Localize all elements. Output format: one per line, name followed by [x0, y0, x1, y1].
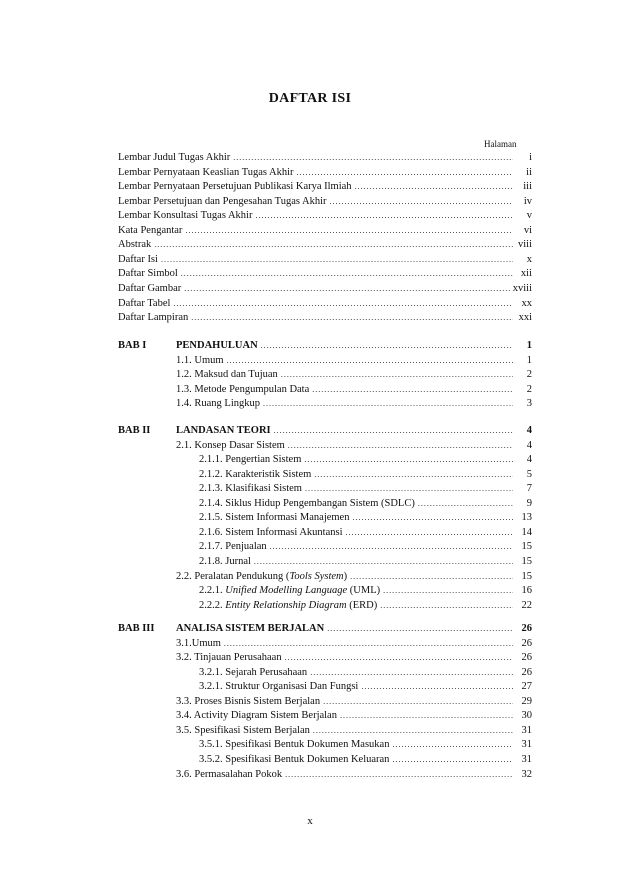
dot-leader: [305, 482, 513, 495]
entry-label: Abstrak: [118, 239, 152, 251]
dot-leader: [323, 695, 513, 708]
dot-leader: [233, 151, 513, 164]
front-matter-entry: [118, 222, 532, 237]
entry-page-number: 27: [521, 681, 532, 693]
entry-page-number: 15: [521, 541, 532, 553]
subsection-entry: [199, 480, 532, 495]
entry-label: Lembar Persetujuan dan Pengesahan Tugas Akhir: [118, 195, 327, 207]
subsection-entry: [199, 678, 532, 693]
chapter-title-entry: [176, 337, 532, 352]
dot-leader: [313, 724, 513, 737]
section-entry: [176, 693, 532, 708]
entry-page-number: iii: [523, 181, 532, 193]
front-matter-entry: [118, 178, 532, 193]
chapter-number: BAB I: [118, 340, 147, 351]
dot-leader: [281, 368, 513, 381]
entry-label: 3.5.2. Spesifikasi Bentuk Dokumen Keluaran: [199, 753, 390, 765]
entry-label: 2.2.1. Unified Modelling Language (UML): [199, 585, 381, 597]
dot-leader: [330, 195, 513, 208]
entry-label: Daftar Simbol: [118, 268, 178, 280]
entry-page-number: xviii: [512, 282, 532, 294]
entry-page-number: 1: [526, 340, 532, 351]
entry-label: 3.2.1. Struktur Organisasi Dan Fungsi: [199, 681, 359, 693]
entry-page-number: ii: [526, 166, 532, 178]
entry-label: ANALISA SISTEM BERJALAN: [176, 623, 325, 634]
front-matter-entry: [118, 236, 532, 251]
dot-leader: [184, 282, 509, 295]
section-entry: [176, 635, 532, 650]
subsection-entry: [199, 538, 532, 553]
front-matter-entry: [118, 309, 532, 324]
footer-page-number: x: [307, 815, 313, 827]
dot-leader: [154, 238, 513, 251]
front-matter-entry: [118, 251, 532, 266]
entry-page-number: 14: [521, 526, 532, 538]
front-matter-entry: [118, 164, 532, 179]
subsection-entry: [199, 582, 532, 597]
dot-leader: [312, 383, 513, 396]
entry-label: Lembar Pernyataan Persetujuan Publikasi Karya Ilmiah: [118, 181, 352, 193]
halaman-header: Halaman: [484, 139, 517, 149]
entry-label: 3.1.Umum: [176, 637, 221, 649]
entry-label: 2.1.2. Karakteristik Sistem: [199, 468, 312, 480]
dot-leader: [224, 637, 513, 650]
front-matter-entry: [118, 207, 532, 222]
entry-page-number: 3: [526, 398, 532, 410]
entry-page-number: 1: [526, 354, 532, 366]
chapter-number: BAB III: [118, 623, 155, 634]
subsection-entry: [199, 509, 532, 524]
dot-leader: [346, 526, 514, 539]
entry-label: 2.1.7. Penjualan: [199, 541, 267, 553]
front-matter-entry: [118, 295, 532, 310]
entry-page-number: xx: [521, 297, 532, 309]
subsection-entry: [199, 524, 532, 539]
front-matter-entry: [118, 193, 532, 208]
dot-leader: [310, 666, 513, 679]
dot-leader: [340, 709, 513, 722]
section-entry: [176, 366, 532, 381]
entry-page-number: xii: [520, 268, 532, 280]
subsection-entry: [199, 451, 532, 466]
dot-leader: [350, 570, 513, 583]
entry-page-number: 2: [526, 369, 532, 381]
subsection-entry: [199, 466, 532, 481]
entry-label: 2.1.3. Klasifikasi Sistem: [199, 483, 302, 495]
entry-label: 3.5.1. Spesifikasi Bentuk Dokumen Masukan: [199, 739, 390, 751]
dot-leader: [314, 468, 513, 481]
entry-page-number: v: [526, 210, 532, 222]
dot-leader: [380, 599, 513, 612]
entry-label: 2.2. Peralatan Pendukung (Tools System): [176, 570, 348, 582]
entry-label: 2.1. Konsep Dasar Sistem: [176, 439, 285, 451]
entry-label: 1.3. Metode Pengumpulan Data: [176, 383, 310, 395]
entry-page-number: viii: [517, 239, 532, 251]
entry-label: Kata Pengantar: [118, 224, 183, 236]
dot-leader: [270, 540, 513, 553]
entry-page-number: xxi: [518, 312, 532, 324]
entry-page-number: 30: [521, 710, 532, 722]
entry-page-number: 32: [521, 768, 532, 780]
dot-leader: [255, 209, 513, 222]
entry-label: Lembar Judul Tugas Akhir: [118, 152, 231, 163]
entry-label: 3.5. Spesifikasi Sistem Berjalan: [176, 724, 310, 736]
entry-page-number: 4: [526, 454, 532, 466]
entry-label: Daftar Tabel: [118, 297, 171, 309]
entry-page-number: 26: [521, 666, 532, 678]
section-entry: [176, 568, 532, 583]
entry-page-number: 26: [521, 652, 532, 664]
entry-page-number: 9: [526, 497, 532, 509]
entry-label: PENDAHULUAN: [176, 340, 258, 351]
dot-leader: [161, 253, 513, 266]
dot-leader: [327, 622, 513, 635]
front-matter-entry: [118, 265, 532, 280]
dot-leader: [297, 166, 513, 179]
section-entry: [176, 707, 532, 722]
entry-page-number: vi: [523, 224, 532, 236]
section-entry: [176, 352, 532, 367]
dot-leader: [285, 651, 513, 664]
dot-leader: [392, 753, 513, 766]
entry-label: 2.1.5. Sistem Informasi Manajemen: [199, 512, 350, 524]
section-entry: [176, 395, 532, 410]
entry-page-number: 29: [521, 695, 532, 707]
dot-leader: [361, 680, 513, 693]
entry-page-number: x: [526, 253, 532, 265]
dot-leader: [383, 584, 513, 597]
entry-page-number: 31: [521, 724, 532, 736]
entry-label: 2.2.2. Entity Relationship Diagram (ERD): [199, 599, 378, 611]
dot-leader: [392, 738, 513, 751]
section-entry: [176, 722, 532, 737]
entry-label: 3.2. Tinjauan Perusahaan: [176, 652, 282, 664]
section-entry: [176, 381, 532, 396]
section-entry: [176, 649, 532, 664]
entry-label: 2.1.4. Siklus Hidup Pengembangan Sistem (SDLC): [199, 497, 415, 509]
entry-label: 1.1. Umum: [176, 354, 224, 366]
chapter-number: BAB II: [118, 425, 151, 436]
entry-page-number: 31: [521, 739, 532, 751]
entry-page-number: 26: [521, 623, 532, 634]
subsection-entry: [199, 553, 532, 568]
entry-label: 1.4. Ruang Lingkup: [176, 398, 260, 410]
entry-page-number: 2: [526, 383, 532, 395]
entry-page-number: 7: [526, 483, 532, 495]
dot-leader: [263, 397, 513, 410]
dot-leader: [285, 768, 513, 781]
entry-page-number: 15: [521, 570, 532, 582]
entry-page-number: 4: [526, 439, 532, 451]
front-matter-entry: [118, 149, 532, 164]
dot-leader: [227, 354, 513, 367]
subsection-entry: [199, 597, 532, 612]
chapter-title-entry: [176, 620, 532, 635]
entry-page-number: 26: [521, 637, 532, 649]
page-title: DAFTAR ISI: [268, 91, 352, 106]
entry-page-number: 31: [521, 753, 532, 765]
entry-page-number: 5: [526, 468, 532, 480]
entry-label: Daftar Lampiran: [118, 312, 189, 324]
entry-label: 3.3. Proses Bisnis Sistem Berjalan: [176, 695, 321, 707]
entry-label: Daftar Isi: [118, 253, 158, 265]
entry-label: 2.1.8. Jurnal: [199, 555, 251, 567]
entry-label: 2.1.6. Sistem Informasi Akuntansi: [199, 526, 343, 538]
entry-page-number: 15: [521, 555, 532, 567]
dot-leader: [261, 339, 513, 352]
entry-page-number: 4: [526, 425, 532, 436]
section-entry: [176, 437, 532, 452]
entry-label: 3.2.1. Sejarah Perusahaan: [199, 666, 308, 678]
entry-label: LANDASAN TEORI: [176, 425, 271, 436]
chapter-title-entry: [176, 422, 532, 437]
dot-leader: [181, 267, 513, 280]
entry-page-number: i: [529, 152, 532, 163]
dot-leader: [418, 497, 513, 510]
entry-page-number: 16: [521, 585, 532, 597]
entry-page-number: iv: [523, 195, 532, 207]
entry-label: Lembar Konsultasi Tugas Akhir: [118, 210, 253, 222]
entry-label: Lembar Pernyataan Keaslian Tugas Akhir: [118, 166, 294, 178]
dot-leader: [355, 180, 513, 193]
subsection-entry: [199, 495, 532, 510]
dot-leader: [274, 424, 513, 437]
dot-leader: [185, 224, 513, 237]
dot-leader: [352, 511, 513, 524]
section-entry: [176, 766, 532, 781]
subsection-entry: [199, 736, 532, 751]
dot-leader: [173, 297, 513, 310]
entry-page-number: 13: [521, 512, 532, 524]
entry-label: Daftar Gambar: [118, 282, 182, 294]
dot-leader: [304, 453, 513, 466]
entry-label: 3.4. Activity Diagram Sistem Berjalan: [176, 710, 337, 722]
dot-leader: [191, 311, 513, 324]
entry-page-number: 22: [521, 599, 532, 611]
subsection-entry: [199, 664, 532, 679]
dot-leader: [254, 555, 513, 568]
entry-label: 3.6. Permasalahan Pokok: [176, 768, 283, 780]
front-matter-entry: [118, 280, 532, 295]
entry-label: 2.1.1. Pengertian Sistem: [199, 454, 302, 466]
subsection-entry: [199, 751, 532, 766]
dot-leader: [288, 439, 513, 452]
entry-label: 1.2. Maksud dan Tujuan: [176, 369, 278, 381]
